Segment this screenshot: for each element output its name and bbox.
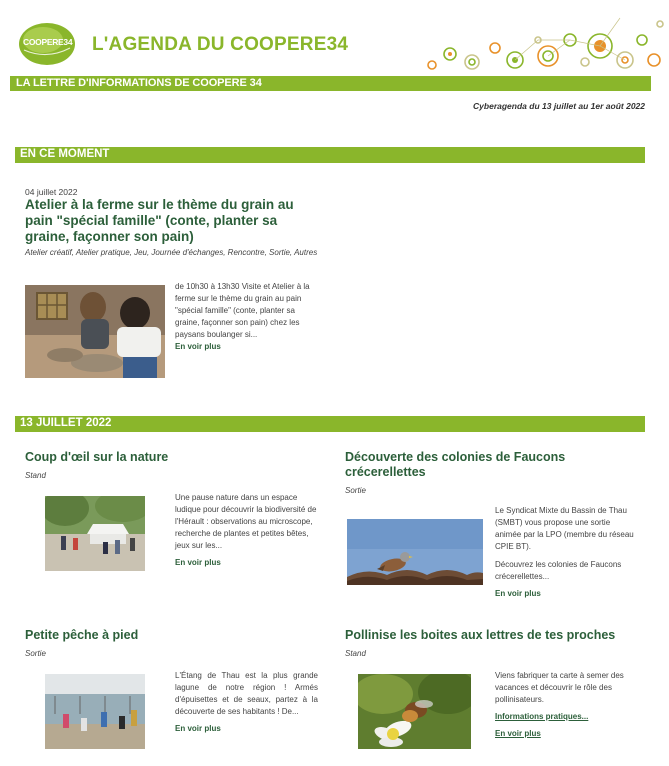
section-header-label: 13 JUILLET 2022 [20,417,112,429]
see-more-link[interactable]: En voir plus [495,589,541,598]
see-more-link[interactable]: En voir plus [175,724,221,733]
featured-event-title[interactable]: Atelier à la ferme sur le thème du grain au pain "spécial famille" (conte, planter sa graine, façonner son pain) [25,197,294,244]
event-category: Stand [25,471,46,480]
section-header-current [15,147,645,163]
event-date: 04 juillet 2022 [25,187,78,197]
event-title[interactable]: Petite pêche à pied [25,628,139,642]
event-description: Viens fabriquer ta carte à semer des vacances et découvrir le rôle des pollinisateurs. [495,671,624,704]
featured-event-image[interactable] [25,285,165,378]
practical-info-link[interactable]: Informations pratiques... [495,712,589,721]
event-description-extra: Découvrez les colonies de Faucons crécerellettes... [495,560,622,581]
event-description: Une pause nature dans un espace ludique pour découvrir la biodiversité de l'Hérault : observations au microscope, recherche de plantes et petites bêtes, jeux sur les... [175,493,317,550]
event-title[interactable]: Découverte des colonies de Faucons crécerellettes [345,450,566,479]
event-description: de 10h30 à 13h30 Visite et Atelier à la ferme sur le thème du grain au pain "spécial famille" (conte, planter sa graine, façonner son pain) chez les paysans boulanger si... [175,282,310,339]
decorative-circles [420,10,669,80]
header [0,0,669,76]
event-image[interactable] [358,674,471,749]
newsletter-banner-label: LA LETTRE D'INFORMATIONS DE COOPERE 34 [16,77,262,89]
event-image[interactable] [45,674,145,749]
section-header-date [15,416,645,432]
event-image[interactable] [347,519,483,585]
event-description: Le Syndicat Mixte du Bassin de Thau (SMBT) vous propose une sortie animée par la LPO (membre du réseau CPIE BT). [495,506,634,551]
event-title[interactable]: Pollinise les boites aux lettres de tes proches [345,628,616,642]
site-title: L'AGENDA DU COOPERE34 [92,34,349,55]
event-category: Sortie [345,486,366,495]
event-category: Sortie [25,649,46,658]
event-description: L'Étang de Thau est la plus grande lagune de notre région ! Armés d'épuisettes et de seaux, partez à la découverte de ses habitants ! De... [175,671,318,716]
event-title[interactable]: Coup d'œil sur la nature [25,450,169,464]
logo-text: COOPERE34 [23,37,73,47]
event-tags: Atelier créatif, Atelier pratique, Jeu, Journée d'échanges, Rencontre, Sortie, Autres [25,248,318,257]
agenda-date-range: Cyberagenda du 13 juillet au 1er août 2022 [473,101,645,111]
see-more-link[interactable]: En voir plus [495,729,541,738]
coopere34-logo[interactable] [18,22,76,66]
event-category: Stand [345,649,366,658]
section-header-label: EN CE MOMENT [20,148,110,160]
newsletter-banner [10,76,651,91]
see-more-link[interactable]: En voir plus [175,342,221,351]
see-more-link[interactable]: En voir plus [175,558,221,567]
event-image[interactable] [45,496,145,571]
